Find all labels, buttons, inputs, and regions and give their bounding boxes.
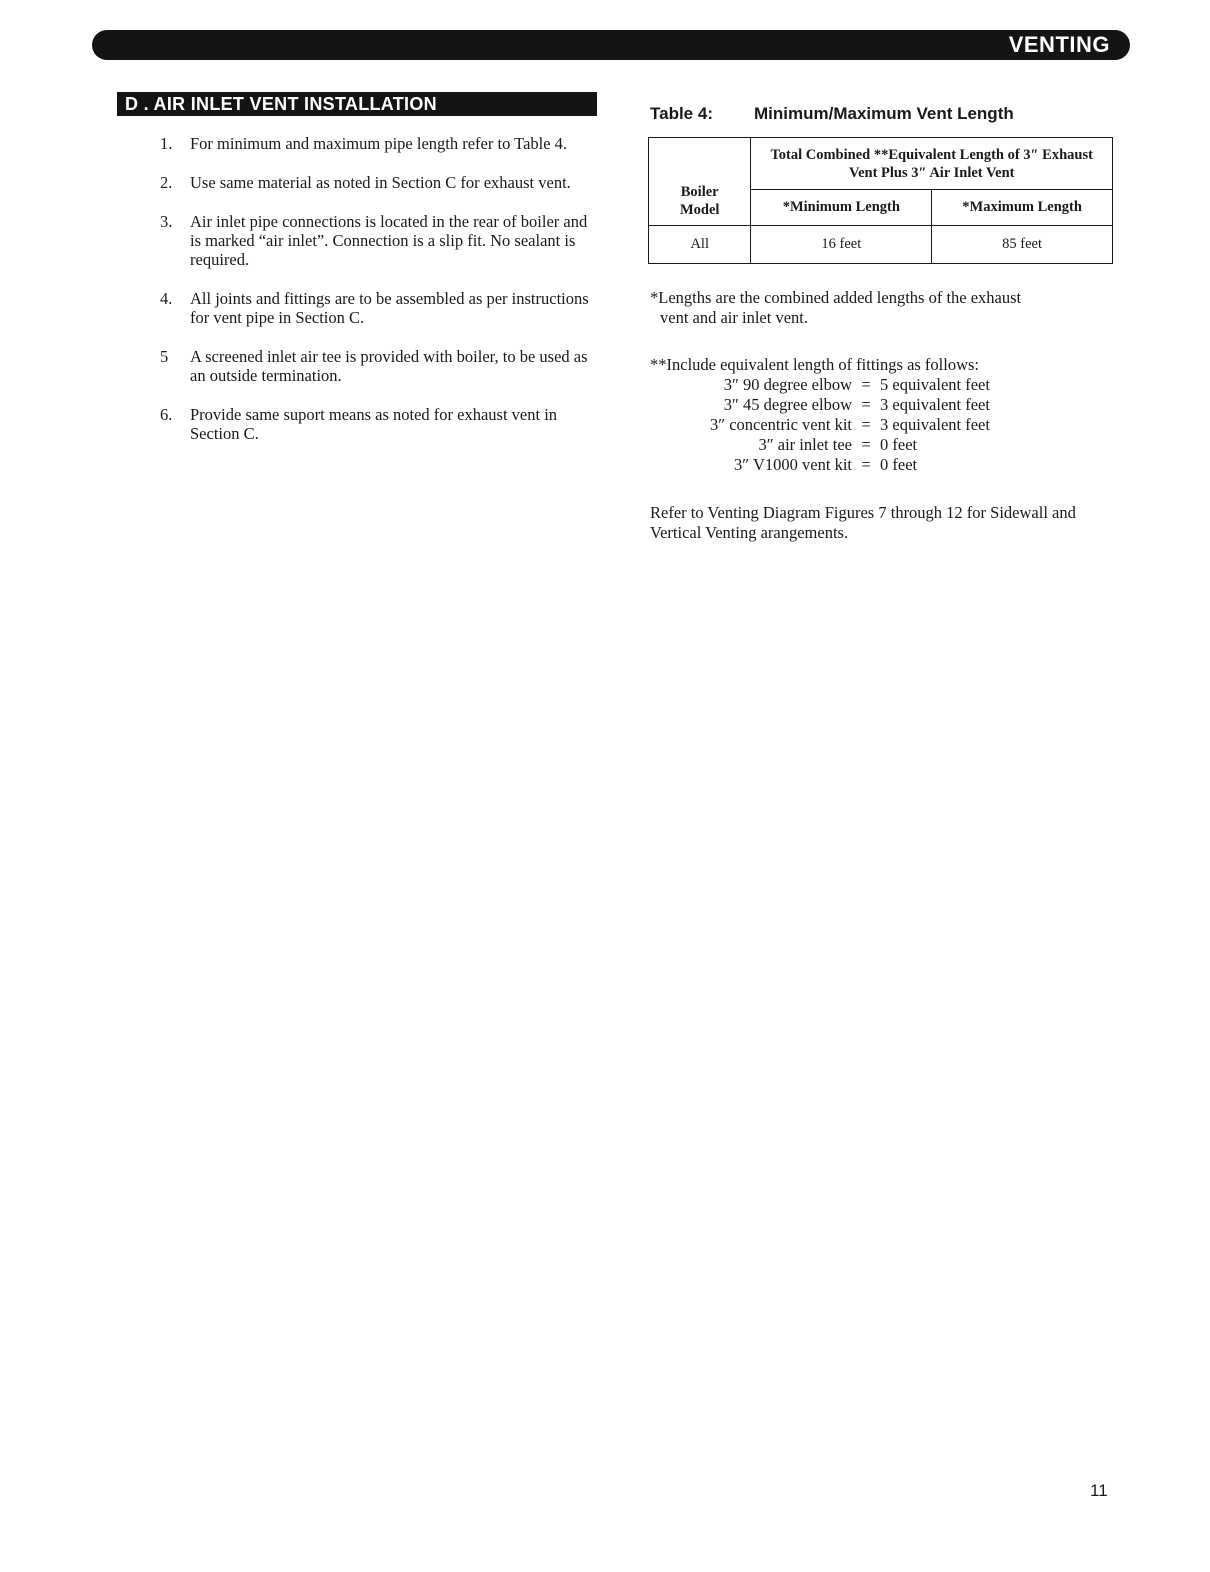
fitting-equals: = <box>861 455 871 474</box>
page-number: 11 <box>1090 1481 1108 1500</box>
lengths-note-line: vent and air inlet vent. <box>660 307 808 327</box>
fitting-name: 3″ 90 degree elbow <box>723 375 852 394</box>
col-header-model <box>649 138 751 226</box>
step-text: A screened inlet air tee is provided with boiler, to be used as an outside termination. <box>190 347 588 385</box>
fitting-row <box>650 435 1120 455</box>
fitting-name: 3″ concentric vent kit <box>709 415 852 434</box>
col-model-label: Boiler Model <box>679 184 720 218</box>
step-number: 4. <box>160 289 173 308</box>
vent-length-table <box>648 137 1113 264</box>
fitting-row <box>650 415 1120 435</box>
table-number: Table 4: <box>650 104 713 123</box>
fitting-value: 5 equivalent feet <box>880 375 990 394</box>
fitting-row <box>650 375 1120 395</box>
step-item <box>150 212 600 269</box>
fitting-row <box>650 395 1120 415</box>
fitting-value: 3 equivalent feet <box>880 415 990 434</box>
fitting-equals: = <box>861 435 871 454</box>
step-number: 3. <box>160 212 173 231</box>
header-title: VENTING <box>1008 32 1110 57</box>
step-text: Air inlet pipe connections is located in the rear of boiler and is marked “air inlet”. Connection is a slip fit. No sealant is required. <box>190 212 588 269</box>
step-item <box>150 289 600 327</box>
step-text: Provide same suport means as noted for exhaust vent in Section C. <box>190 405 558 443</box>
step-item <box>150 405 600 443</box>
table-caption <box>650 104 1014 124</box>
fittings-intro: **Include equivalent length of fittings as follows: <box>650 355 980 374</box>
step-number: 1. <box>160 134 173 153</box>
col-header-min: *Minimum Length <box>751 190 932 226</box>
step-text: All joints and fittings are to be assembled as per instructions for vent pipe in Section C. <box>190 289 589 327</box>
lengths-note <box>650 288 1120 327</box>
step-item <box>150 134 600 153</box>
step-item <box>150 173 600 192</box>
cell-max: 85 feet <box>932 226 1113 264</box>
fitting-value: 0 feet <box>880 455 918 474</box>
venting-diagram-reference: Refer to Venting Diagram Figures 7 through 12 for Sidewall and Vertical Venting arangements. <box>650 503 1076 542</box>
fitting-row <box>650 455 1120 475</box>
fitting-name: 3″ V1000 vent kit <box>734 455 852 474</box>
step-number: 2. <box>160 173 173 192</box>
fitting-equals: = <box>861 415 871 434</box>
fitting-equals: = <box>861 395 871 414</box>
installation-steps <box>150 134 600 463</box>
fittings-note <box>650 355 1120 475</box>
step-item <box>150 347 600 385</box>
lengths-note-line: *Lengths are the combined added lengths of the exhaust <box>650 288 1022 307</box>
cell-min: 16 feet <box>751 226 932 264</box>
step-text: For minimum and maximum pipe length refer to Table 4. <box>190 134 568 153</box>
section-heading: D . AIR INLET VENT INSTALLATION <box>117 92 597 116</box>
fitting-value: 3 equivalent feet <box>880 395 990 414</box>
fitting-equals: = <box>861 375 871 394</box>
step-number: 5 <box>160 347 169 366</box>
table-title: Minimum/Maximum Vent Length <box>754 104 1014 123</box>
cell-model: All <box>649 226 751 264</box>
col-header-group <box>751 138 1113 190</box>
fitting-name: 3″ 45 degree elbow <box>723 395 852 414</box>
step-number: 6. <box>160 405 173 424</box>
header-bar <box>92 30 1130 60</box>
col-group-label: Total Combined **Equivalent Length of 3″ Exhaust Vent Plus 3″ Air Inlet Vent <box>770 146 1093 181</box>
col-header-max: *Maximum Length <box>932 190 1113 226</box>
step-text: Use same material as noted in Section C for exhaust vent. <box>190 173 571 192</box>
fitting-name: 3″ air inlet tee <box>758 435 852 454</box>
fitting-value: 0 feet <box>880 435 918 454</box>
